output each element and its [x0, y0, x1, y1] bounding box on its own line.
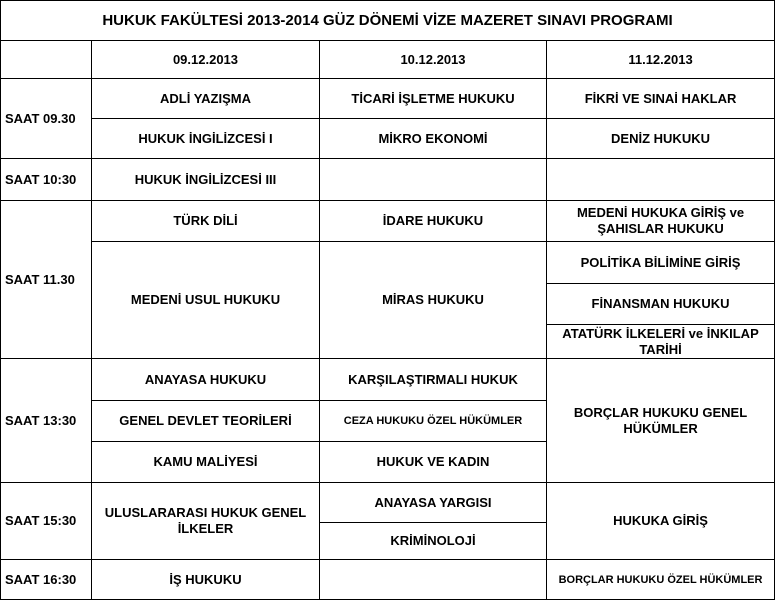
table-row	[1, 201, 775, 242]
title-row	[1, 1, 775, 41]
course-cell: HUKUK VE KADIN	[320, 442, 547, 483]
course-cell: İDARE HUKUKU	[320, 201, 547, 242]
time-label: SAAT 15:30	[1, 483, 92, 560]
course-cell: TÜRK DİLİ	[92, 201, 320, 242]
course-cell: POLİTİKA BİLİMİNE GİRİŞ	[547, 242, 775, 284]
course-cell: HUKUK İNGİLİZCESİ III	[92, 159, 320, 201]
course-cell: HUKUK İNGİLİZCESİ I	[92, 119, 320, 159]
course-cell: FİNANSMAN HUKUKU	[547, 284, 775, 325]
course-cell: KARŞILAŞTIRMALI HUKUK	[320, 359, 547, 401]
course-cell: ATATÜRK İLKELERİ ve İNKILAP TARİHİ	[547, 325, 775, 359]
course-cell: ULUSLARARASI HUKUK GENEL İLKELER	[92, 483, 320, 560]
course-cell: ANAYASA HUKUKU	[92, 359, 320, 401]
course-cell: DENİZ HUKUKU	[547, 119, 775, 159]
date-header: 11.12.2013	[547, 41, 775, 79]
course-cell: MİRAS HUKUKU	[320, 242, 547, 359]
course-cell: KRİMİNOLOJİ	[320, 523, 547, 560]
table-row	[1, 242, 775, 284]
course-cell: BORÇLAR HUKUKU ÖZEL HÜKÜMLER	[547, 560, 775, 600]
course-cell: ANAYASA YARGISI	[320, 483, 547, 523]
date-header: 09.12.2013	[92, 41, 320, 79]
time-label: SAAT 10:30	[1, 159, 92, 201]
course-cell: HUKUKA GİRİŞ	[547, 483, 775, 560]
time-label: SAAT 13:30	[1, 359, 92, 483]
table-row	[1, 560, 775, 600]
schedule-title: HUKUK FAKÜLTESİ 2013-2014 GÜZ DÖNEMİ VİZE MAZERET SINAVI PROGRAMI	[1, 1, 775, 41]
date-header-row	[1, 41, 775, 79]
course-cell: İŞ HUKUKU	[92, 560, 320, 600]
course-cell: TİCARİ İŞLETME HUKUKU	[320, 79, 547, 119]
table-row	[1, 79, 775, 119]
table-row	[1, 159, 775, 201]
course-cell: CEZA HUKUKU ÖZEL HÜKÜMLER	[320, 401, 547, 442]
course-cell: FİKRİ VE SINAİ HAKLAR	[547, 79, 775, 119]
course-cell: KAMU MALİYESİ	[92, 442, 320, 483]
course-cell: ADLİ YAZIŞMA	[92, 79, 320, 119]
course-cell: BORÇLAR HUKUKU GENEL HÜKÜMLER	[547, 359, 775, 483]
table-row	[1, 119, 775, 159]
course-cell	[320, 560, 547, 600]
time-label: SAAT 16:30	[1, 560, 92, 600]
course-cell: GENEL DEVLET TEORİLERİ	[92, 401, 320, 442]
table-row	[1, 359, 775, 401]
course-cell: MEDENİ USUL HUKUKU	[92, 242, 320, 359]
course-cell: MİKRO EKONOMİ	[320, 119, 547, 159]
time-label: SAAT 11.30	[1, 201, 92, 359]
date-header: 10.12.2013	[320, 41, 547, 79]
course-cell	[547, 159, 775, 201]
time-label: SAAT 09.30	[1, 79, 92, 159]
course-cell	[320, 159, 547, 201]
table-row	[1, 483, 775, 523]
course-cell: MEDENİ HUKUKA GİRİŞ ve ŞAHISLAR HUKUKU	[547, 201, 775, 242]
corner-cell	[1, 41, 92, 79]
